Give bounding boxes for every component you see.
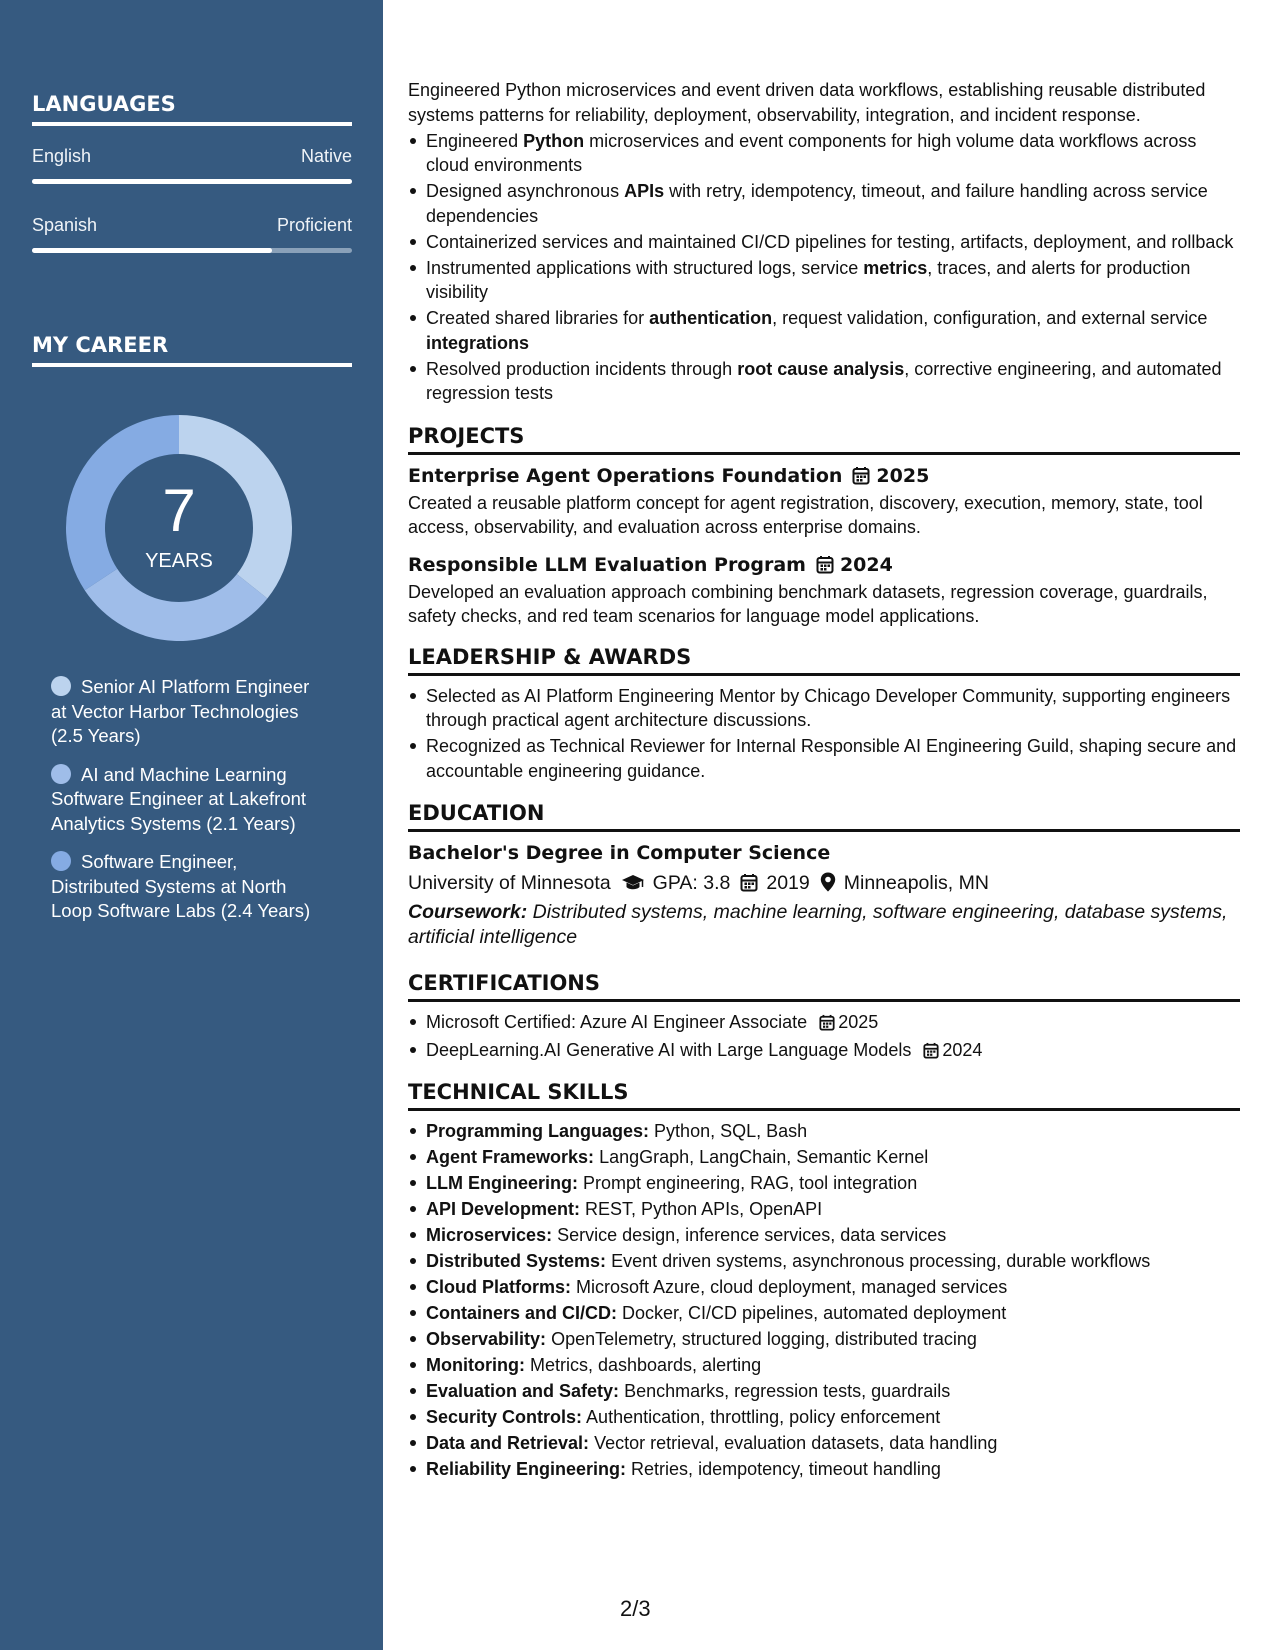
career-item-text: AI and Machine Learning Software Engineer at Lakefront Analytics Systems (2.1 Years) xyxy=(51,763,307,834)
experience-bullet: Containerized services and maintained CI/CD pipelines for testing, artifacts, deployment, and rollback xyxy=(408,230,1240,255)
skill-item: Evaluation and Safety: Benchmarks, regression tests, guardrails xyxy=(408,1379,1240,1404)
career-item xyxy=(51,763,321,837)
certification-item xyxy=(408,1010,1240,1035)
coursework-label: Coursework: xyxy=(408,901,528,923)
certifications-heading: CERTIFICATIONS xyxy=(408,971,1240,1002)
project-year: 2025 xyxy=(876,464,930,487)
education-meta xyxy=(408,869,1240,897)
skill-item: Data and Retrieval: Vector retrieval, evaluation datasets, data handling xyxy=(408,1431,1240,1456)
skill-item: Agent Frameworks: LangGraph, LangChain, Semantic Kernel xyxy=(408,1145,1240,1170)
graduation-cap-icon xyxy=(621,874,645,892)
calendar-icon xyxy=(852,466,870,485)
language-proficiency-bar xyxy=(32,248,352,253)
career-donut-center xyxy=(66,415,292,641)
certification-item xyxy=(408,1038,1240,1063)
calendar-icon xyxy=(740,873,758,892)
page-number: 2/3 xyxy=(620,1596,651,1621)
language-row-spanish xyxy=(32,215,352,253)
language-proficiency-fill xyxy=(32,248,272,253)
language-row-english xyxy=(32,146,352,184)
project-title-row xyxy=(408,552,1240,578)
education-gpa: GPA: 3.8 xyxy=(652,872,731,894)
skill-item: API Development: REST, Python APIs, OpenAPI xyxy=(408,1197,1240,1222)
experience-bullet: Designed asynchronous APIs with retry, idempotency, timeout, and failure handling across service dependencies xyxy=(408,179,1240,228)
skill-item: Cloud Platforms: Microsoft Azure, cloud deployment, managed services xyxy=(408,1275,1240,1300)
skill-item: Programming Languages: Python, SQL, Bash xyxy=(408,1119,1240,1144)
career-total-unit: YEARS xyxy=(145,550,213,572)
skill-item: Monitoring: Metrics, dashboards, alerting xyxy=(408,1353,1240,1378)
calendar-icon xyxy=(923,1042,939,1059)
project-description: Created a reusable platform concept for agent registration, discovery, execution, memory, state, tool access, observability, and evaluation across enterprise domains. xyxy=(408,492,1203,537)
main-content xyxy=(408,78,1240,1482)
career-item xyxy=(51,850,321,924)
career-dot-icon xyxy=(51,851,71,871)
location-pin-icon xyxy=(820,872,836,892)
career-dot-icon xyxy=(51,676,71,696)
education-year: 2019 xyxy=(766,872,810,894)
skills-heading: TECHNICAL SKILLS xyxy=(408,1080,1240,1111)
certification-name: DeepLearning.AI Generative AI with Large Language Models xyxy=(426,1039,912,1060)
leadership-item: Selected as AI Platform Engineering Mentor by Chicago Developer Community, supporting engineers through practical agent architecture discussions. xyxy=(408,684,1240,733)
experience-bullet: Instrumented applications with structured logs, service metrics, traces, and alerts for production visibility xyxy=(408,256,1240,305)
experience-bullet: Created shared libraries for authentication, request validation, configuration, and external service integrations xyxy=(408,306,1240,355)
certification-year: 2025 xyxy=(838,1012,879,1032)
leadership-heading: LEADERSHIP & AWARDS xyxy=(408,645,1240,676)
language-proficiency-bar xyxy=(32,179,352,184)
skill-item: Security Controls: Authentication, throttling, policy enforcement xyxy=(408,1405,1240,1430)
calendar-icon xyxy=(816,555,834,574)
experience-bullet: Resolved production incidents through root cause analysis, corrective engineering, and automated regression tests xyxy=(408,357,1240,406)
education-school: University of Minnesota xyxy=(408,872,611,894)
career-item-text: Senior AI Platform Engineer at Vector Harbor Technologies (2.5 Years) xyxy=(51,676,310,746)
project-item xyxy=(408,463,1240,540)
career-total-years: 7 xyxy=(162,477,196,544)
languages-heading: LANGUAGES xyxy=(32,92,352,126)
language-name: English xyxy=(32,146,92,166)
career-item xyxy=(51,675,321,749)
education-coursework xyxy=(408,900,1240,949)
experience-summary: Engineered Python microservices and event driven data workflows, establishing reusable distributed systems patterns for reliability, deployment, observability, integration, and incident response. xyxy=(408,80,1206,125)
skills-list xyxy=(408,1119,1240,1482)
leadership-item: Recognized as Technical Reviewer for Internal Responsible AI Engineering Guild, shaping secure and accountable engineering guidance. xyxy=(408,734,1240,783)
language-name: Spanish xyxy=(32,215,98,235)
project-description: Developed an evaluation approach combining benchmark datasets, regression coverage, guardrails, safety checks, and red team scenarios for language model applications. xyxy=(408,581,1208,626)
project-title: Responsible LLM Evaluation Program xyxy=(408,553,806,576)
projects-heading: PROJECTS xyxy=(408,424,1240,455)
career-list xyxy=(51,675,321,938)
project-item xyxy=(408,552,1240,629)
skill-item: Containers and CI/CD: Docker, CI/CD pipelines, automated deployment xyxy=(408,1301,1240,1326)
skill-item: Microservices: Service design, inference services, data services xyxy=(408,1223,1240,1248)
project-year: 2024 xyxy=(839,553,893,576)
sidebar xyxy=(0,0,383,1650)
project-title-row xyxy=(408,463,1240,489)
career-dot-icon xyxy=(51,764,71,784)
coursework-text: Distributed systems, machine learning, software engineering, database systems, artificial intelligence xyxy=(408,901,1228,948)
career-heading: MY CAREER xyxy=(32,333,352,367)
skill-item: Observability: OpenTelemetry, structured logging, distributed tracing xyxy=(408,1327,1240,1352)
skill-item: LLM Engineering: Prompt engineering, RAG, tool integration xyxy=(408,1171,1240,1196)
education-degree: Bachelor's Degree in Computer Science xyxy=(408,842,831,864)
certification-year: 2024 xyxy=(942,1039,983,1060)
experience-bullet: Engineered Python microservices and event components for high volume data workflows across cloud environments xyxy=(408,129,1240,178)
experience-bullets xyxy=(408,129,1240,406)
skill-item: Distributed Systems: Event driven systems, asynchronous processing, durable workflows xyxy=(408,1249,1240,1274)
language-level: Proficient xyxy=(276,215,352,235)
calendar-icon xyxy=(819,1014,835,1031)
project-title: Enterprise Agent Operations Foundation xyxy=(408,464,843,487)
education-heading: EDUCATION xyxy=(408,801,1240,832)
certifications-list xyxy=(408,1010,1240,1062)
language-proficiency-fill xyxy=(32,179,352,184)
skill-item: Reliability Engineering: Retries, idempotency, timeout handling xyxy=(408,1457,1240,1482)
language-level: Native xyxy=(300,146,352,166)
certification-name: Microsoft Certified: Azure AI Engineer Associate xyxy=(426,1012,808,1032)
career-item-text: Software Engineer, Distributed Systems at North Loop Software Labs (2.4 Years) xyxy=(51,851,311,921)
leadership-list xyxy=(408,684,1240,784)
education-location: Minneapolis, MN xyxy=(843,872,989,894)
